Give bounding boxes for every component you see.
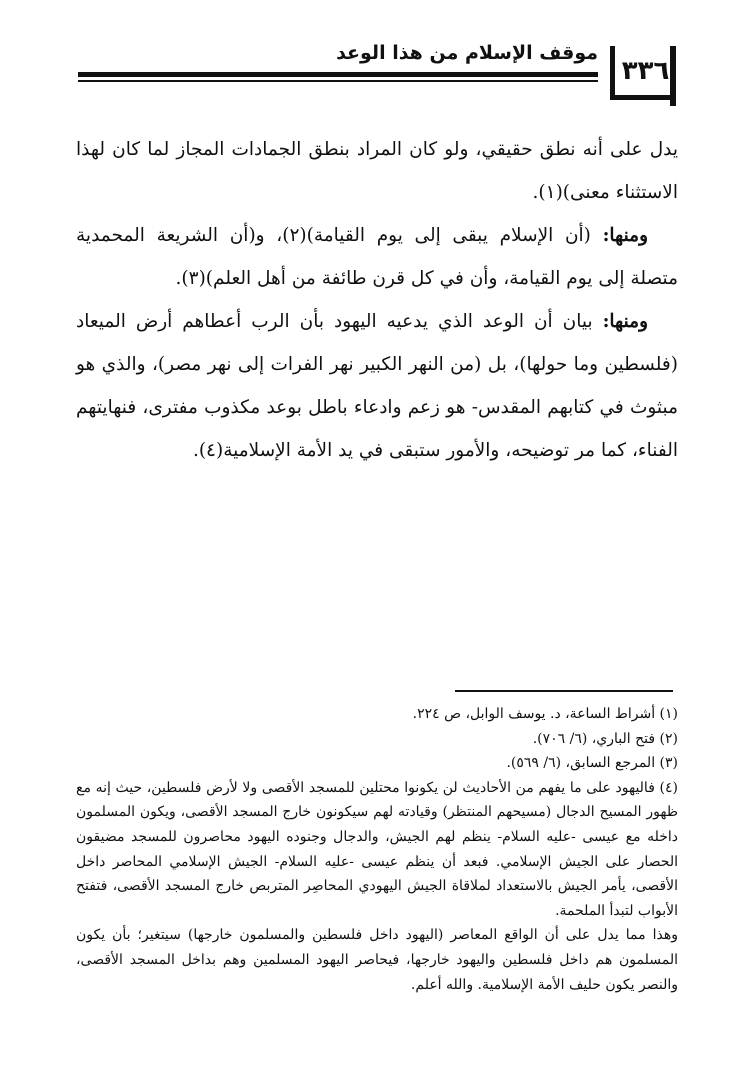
- paragraph-3-text: بيان أن الوعد الذي يدعيه اليهود بأن الرب أعطاهم أرض الميعاد (فلسطين وما حولها)، بل (من النهر الكبير نهر الفرات إلى نهر مصر)، والذي هو مبثوث في كتابهم المقدس- هو زعم وادعاء باطل بوعد مكذوب مفترى، فنهايتهم الفناء، كما مر توضيحه، والأمور ستبقى في يد الأمة الإسلامية(٤).: [76, 311, 678, 461]
- footnote-4-continued: وهذا مما يدل على أن الواقع المعاصر (اليهود داخل فلسطين والمسلمون خارجها) سيتغير؛ بأن يكون المسلمون هم داخل فلسطين واليهود خارجها، فيحاصر اليهود المسلمين وهم بداخل المسجد الأقصى، والنصر يكون حليف الأمة الإسلامية. والله أعلم.: [76, 927, 678, 993]
- running-title: موقف الإسلام من هذا الوعد: [336, 42, 598, 64]
- paragraph-3: [76, 300, 678, 472]
- paragraph-1: يدل على أنه نطق حقيقي، ولو كان المراد بنطق الجمادات المجاز لما كان لهذا الاستثناء معنى)(١).: [76, 139, 678, 203]
- footnote-1: (١) أشراط الساعة، د. يوسف الوابل، ص ٢٢٤.: [412, 706, 678, 722]
- main-text: [76, 128, 678, 472]
- paragraph-lead: ومنها:: [602, 311, 648, 332]
- footnote-3: (٣) المرجع السابق، (٦/ ٥٦٩).: [506, 755, 678, 772]
- footnote-separator: [455, 690, 673, 692]
- header-rule: [78, 72, 598, 77]
- footnote-4: (٤) فاليهود على ما يفهم من الأحاديث لن يكونوا محتلين للمسجد الأقصى ولا لأرض فلسطين، حيث إنه مع ظهور المسيح الدجال (مسيحهم المنتظر) وقيادته لهم سيكونون خارج المسجد الأقصى، ويكون المسلمون داخله مع عيسى -عليه السلام- ينظم لهم الجيش، والدجال وجنوده اليهود محاصرون للمسجد مضيقون الحصار على الجيش الإسلامي. فبعد أن ينظم عيسى -عليه السلام- الجيش الإسلامي المحاصر داخل الأقصى، يأمر الجيش بالاستعداد لملاقاة الجيش اليهودي المحاصِر المتربص خارج المسجد الأقصى، فتفتح الأبواب لتبدأ الملحمة.: [76, 779, 678, 919]
- page-header: [78, 36, 676, 106]
- paragraph-2-text: (أن الإسلام يبقى إلى يوم القيامة)(٢)، و(أن الشريعة المحمدية متصلة إلى يوم القيامة، وأن في كل قرن طائفة من أهل العلم)(٣).: [76, 225, 678, 289]
- page-number-frame: [670, 46, 676, 106]
- paragraph-lead: ومنها:: [602, 225, 648, 246]
- footnotes: [76, 702, 678, 997]
- header-rule-thin: [78, 80, 598, 82]
- paragraph-2: [76, 214, 678, 300]
- footnote-2: (٢) فتح الباري، (٦/ ٧٠٦).: [532, 730, 678, 747]
- page-number: ٣٣٦: [610, 46, 676, 100]
